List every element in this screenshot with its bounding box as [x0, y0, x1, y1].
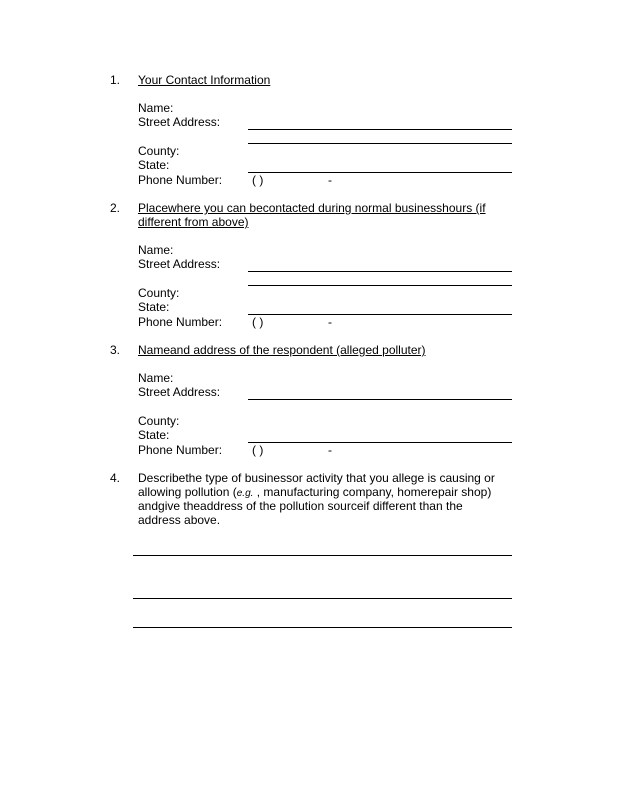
section-2-phone-label: Phone Number:: [138, 315, 223, 329]
section-1-street-label: Street Address:: [138, 115, 221, 129]
section-3-phone-dash: -: [328, 443, 332, 457]
section-3-phone-label: Phone Number:: [138, 443, 223, 457]
section-4-text-line-4: address above.: [138, 513, 221, 527]
section-4-number: 4.: [110, 471, 121, 485]
section-3-title: Nameand address of the respondent (alleged polluter): [138, 343, 426, 357]
section-1-state-label: State:: [138, 158, 170, 172]
section-1-phone-label: Phone Number:: [138, 173, 223, 187]
section-2-state-label: State:: [138, 300, 170, 314]
section-4-text-line-2b: , manufacturing company, homerepair shop): [253, 485, 492, 499]
section-2-street-line-2[interactable]: [248, 285, 512, 286]
section-2-street-label: Street Address:: [138, 257, 221, 271]
section-2-street-line-1[interactable]: [248, 271, 512, 272]
section-1-state-line[interactable]: [248, 172, 512, 173]
section-4-answer-line-1[interactable]: [133, 555, 512, 556]
section-4-eg: e.g.: [236, 488, 254, 499]
section-3-street-label: Street Address:: [138, 385, 221, 399]
section-1-number: 1.: [110, 73, 121, 87]
section-2-title-line-2: different from above): [138, 215, 249, 229]
section-1-street-line-2[interactable]: [248, 143, 512, 144]
section-4-answer-line-2[interactable]: [133, 598, 512, 599]
section-3-county-label: County:: [138, 414, 180, 428]
section-1-county-label: County:: [138, 144, 180, 158]
section-3-number: 3.: [110, 343, 121, 357]
section-4-text-line-3: andgive theaddress of the pollution sourceif different than the: [138, 499, 463, 513]
section-1-name-label: Name:: [138, 101, 174, 115]
section-1-title: Your Contact Information: [138, 73, 271, 87]
section-1-phone-area-code: ( ): [252, 173, 264, 187]
section-1-phone-dash: -: [328, 173, 332, 187]
section-3-street-line[interactable]: [248, 399, 512, 400]
section-4-answer-line-3[interactable]: [133, 627, 512, 628]
section-2-state-line[interactable]: [248, 314, 512, 315]
section-3-state-label: State:: [138, 428, 170, 442]
section-3-state-line[interactable]: [248, 442, 512, 443]
section-3-phone-area-code: ( ): [252, 443, 264, 457]
section-2-county-label: County:: [138, 286, 180, 300]
section-2-phone-area-code: ( ): [252, 315, 264, 329]
section-4-text-line-2a: allowing pollution (: [138, 485, 237, 499]
section-3-name-label: Name:: [138, 371, 174, 385]
section-2-name-label: Name:: [138, 243, 174, 257]
section-4-text-line-1: Describethe type of businessor activity that you allege is causing or: [138, 471, 495, 485]
section-2-number: 2.: [110, 201, 121, 215]
section-1-street-line-1[interactable]: [248, 129, 512, 130]
section-2-phone-dash: -: [328, 315, 332, 329]
section-2-title-line-1: Placewhere you can becontacted during normal businesshours (if: [138, 201, 486, 215]
